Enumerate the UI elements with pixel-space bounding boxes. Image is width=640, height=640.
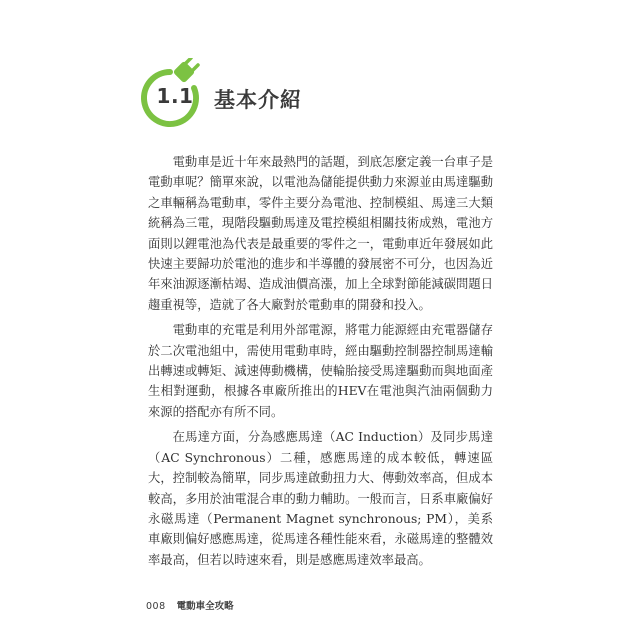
- book-title: 電動車全攻略: [176, 601, 234, 612]
- section-number: 1.1: [156, 84, 194, 108]
- paragraph: 電動車是近十年來最熱門的話題，到底怎麼定義一台車子是電動車呢？簡單來說，以電池為儲能提供動力來源並由馬達驅動之車輛稱為電動車，零件主要分為電池、控制模組、馬達三大類統稱為三電，現階段驅動馬達及電控模組相關技術成熟，電池方面則以鋰電池為代表是最重要的零件之一，電動車近年發展如此快速主要歸功於電池的進步和半導體的發展密不可分，也因為近年來油源逐漸枯竭、造成油價高漲，加上全球對節能減碳問題日趨重視等，造就了各大廠對於電動車的開發和投入。: [148, 155, 493, 312]
- paragraph: 在馬達方面，分為感應馬達（AC Induction）及同步馬達（AC Synchronous）二種，感應馬達的成本較低，轉速區大，控制較為簡單，同步馬達啟動扭力大、傳動效率高，但成本較高，多用於油電混合車的動力輔助。一般而言，日系車廠偏好永磁馬達（Permanent Magnet synchronous; PM），美系車廠則偏好感應馬達，從馬達各種性能來看，永磁馬達的整體效率最高，但若以時速來看，則是感應馬達效率最高。: [148, 430, 493, 567]
- page-footer: [146, 598, 234, 612]
- page-number: 008: [146, 601, 166, 612]
- body-text: [148, 152, 493, 575]
- paragraph: 電動車的充電是利用外部電源，將電力能源經由充電器儲存於二次電池組中，需使用電動車時，經由驅動控制器控制馬達輸出轉速或轉矩、減速傳動機構，使輪胎接受馬達驅動而與地面產生相對運動，根據各車廠所推出的HEV在電池與汽油兩個動力來源的搭配亦有所不同。: [148, 323, 493, 419]
- section-title: 基本介紹: [214, 88, 302, 112]
